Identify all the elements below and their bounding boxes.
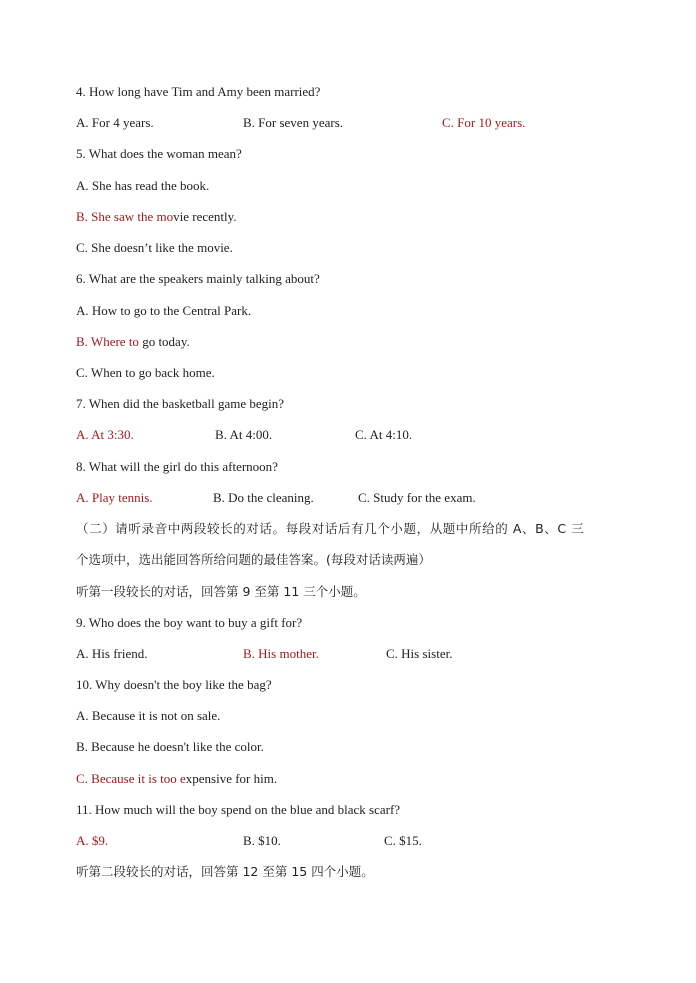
q5-option-b-highlight: B. She saw the mo [76,209,174,224]
section-2-instruction-line-1: （二）请听录音中两段较长的对话。每段对话后有几个小题，从题中所给的 A、B、C 三 [76,521,585,536]
q6-option-b-rest: go today. [138,334,190,349]
question-10: 10. Why doesn't the boy like the bag? [76,677,272,692]
q6-option-b-highlight: B. Where to [76,334,139,349]
q9-option-a: A. His friend. [76,646,148,661]
q5-option-c: C. She doesn’t like the movie. [76,240,233,255]
q5-option-a: A. She has read the book. [76,178,210,193]
q8-option-b: B. Do the cleaning. [213,490,314,505]
q10-option-a: A. Because it is not on sale. [76,708,221,723]
question-4: 4. How long have Tim and Amy been married? [76,84,321,99]
q6-option-a: A. How to go to the Central Park. [76,303,252,318]
q7-option-b: B. At 4:00. [215,427,273,442]
q9-option-c: C. His sister. [386,646,453,661]
q11-option-a-answer: A. $9. [76,833,109,848]
question-11: 11. How much will the boy spend on the blue and black scarf? [76,802,401,817]
q10-option-b: B. Because he doesn't like the color. [76,739,264,754]
q4-option-a: A. For 4 years. [76,115,154,130]
q5-option-b-rest: vie recently. [173,209,237,224]
q4-option-c-answer: C. For 10 years. [442,115,526,130]
question-5: 5. What does the woman mean? [76,146,242,161]
q8-option-a-answer: A. Play tennis. [76,490,153,505]
q11-option-c: C. $15. [384,833,422,848]
q10-option-c-rest: xpensive for him. [185,771,278,786]
question-6: 6. What are the speakers mainly talking about? [76,271,320,286]
q10-option-c-answer [76,771,277,787]
q6-option-b-answer [76,334,190,350]
q8-option-c: C. Study for the exam. [358,490,476,505]
q11-option-b: B. $10. [243,833,281,848]
dialog-2-instruction: 听第二段较长的对话，回答第 12 至第 15 四个小题。 [76,864,374,879]
question-8: 8. What will the girl do this afternoon? [76,459,278,474]
q7-option-c: C. At 4:10. [355,427,413,442]
q9-option-b-answer: B. His mother. [243,646,319,661]
q10-option-c-highlight: C. Because it is too e [76,771,186,786]
q4-option-b: B. For seven years. [243,115,344,130]
question-9: 9. Who does the boy want to buy a gift for? [76,615,303,630]
dialog-1-instruction: 听第一段较长的对话，回答第 9 至第 11 三个小题。 [76,584,366,599]
question-7: 7. When did the basketball game begin? [76,396,285,411]
section-2-instruction-line-2: 个选项中，选出能回答所给问题的最佳答案。(每段对话读两遍） [76,552,431,567]
q6-option-c: C. When to go back home. [76,365,215,380]
q5-option-b-answer [76,209,237,225]
q7-option-a-answer: A. At 3:30. [76,427,134,442]
